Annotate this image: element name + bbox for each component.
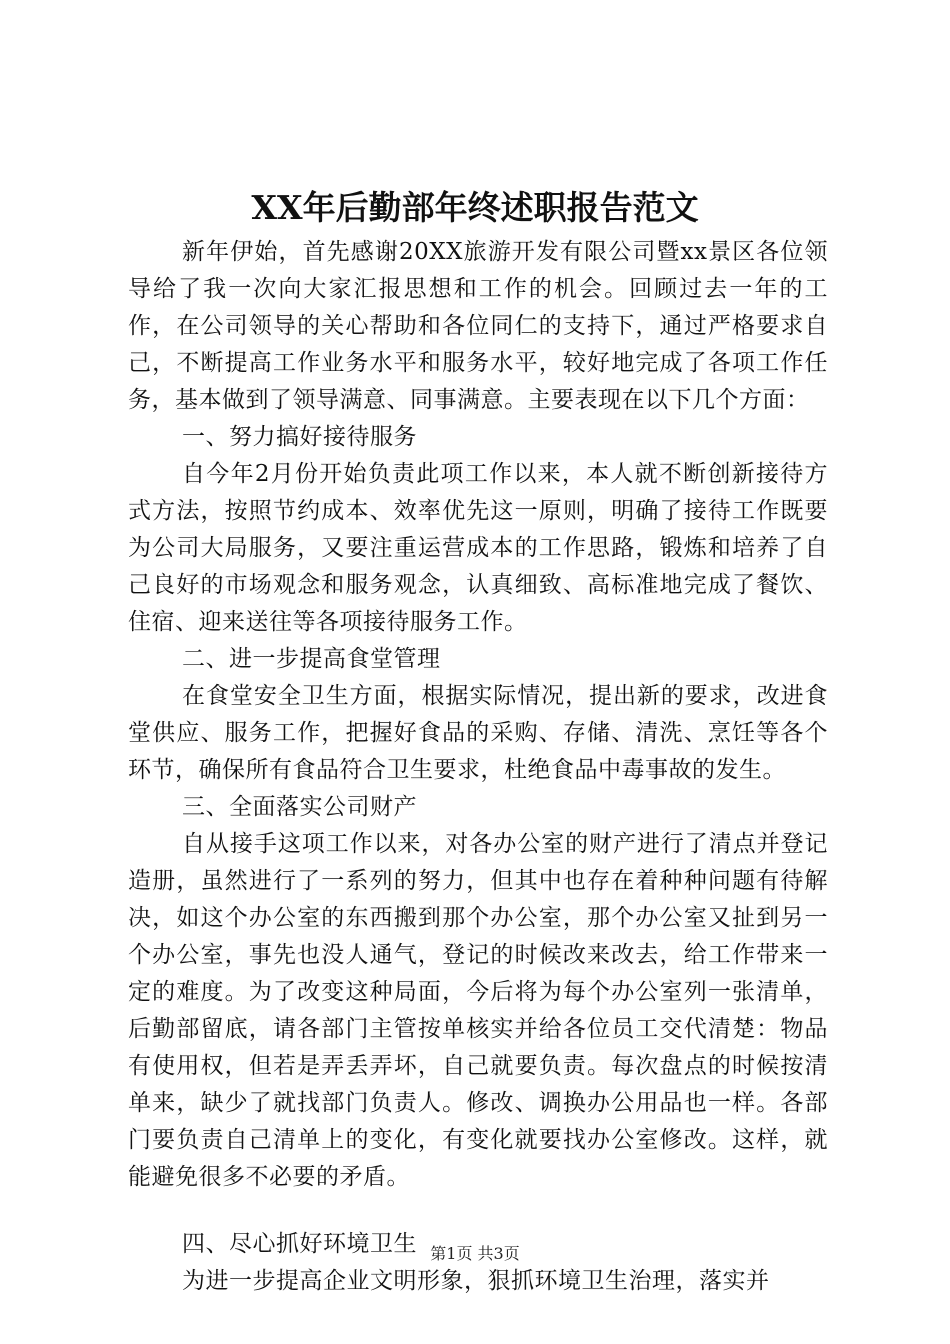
paragraph-spacer <box>128 1196 828 1226</box>
section-heading-3: 三、全面落实公司财产 <box>182 794 418 820</box>
document-title: XX年后勤部年终述职报告范文 <box>251 188 699 227</box>
section-heading-2: 二、进一步提高食堂管理 <box>182 646 441 672</box>
paragraph-canteen: 在食堂安全卫生方面，根据实际情况，提出新的要求，改进食堂供应、服务工作，把握好食品的采购、存储、清洗、烹饪等各个环节，确保所有食品符合卫生要求，杜绝食品中毒事故的发生。 <box>128 683 828 783</box>
page-footer: 第1页 共3页 <box>430 1244 520 1263</box>
section-heading-4: 四、尽心抓好环境卫生 <box>182 1231 418 1257</box>
section-heading-1: 一、努力搞好接待服务 <box>182 424 418 450</box>
paragraph-intro: 新年伊始，首先感谢20XX旅游开发有限公司暨xx景区各位领导给了我一次向大家汇报思想和工作的机会。回顾过去一年的工作，在公司领导的关心帮助和各位同仁的支持下，通过严格要求自己，不断提高工作业务水平和服务水平，较好地完成了各项工作任务，基本做到了领导满意、同事满意。主要表现在以下几个方面： <box>128 239 828 413</box>
paragraph-reception: 自今年2月份开始负责此项工作以来，本人就不断创新接待方式方法，按照节约成本、效率优先这一原则，明确了接待工作既要为公司大局服务，又要注重运营成本的工作思路，锻炼和培养了自己良好的市场观念和服务观念，认真细致、高标准地完成了餐饮、住宿、迎来送往等各项接待服务工作。 <box>128 461 828 635</box>
paragraph-environment: 为进一步提高企业文明形象，狠抓环境卫生治理，落实并 <box>182 1268 770 1294</box>
document-body <box>128 234 828 1300</box>
paragraph-property: 自从接手这项工作以来，对各办公室的财产进行了清点并登记造册，虽然进行了一系列的努力，但其中也存在着种种问题有待解决，如这个办公室的东西搬到那个办公室，那个办公室又扯到另一个办公室，事先也没人通气，登记的时候改来改去，给工作带来一定的难度。为了改变这种局面，今后将为每个办公室列一张清单，后勤部留底，请各部门主管按单核实并给各位员工交代清楚：物品有使用权，但若是弄丢弄坏，自己就要负责。每次盘点的时候按清单来，缺少了就找部门负责人。修改、调换办公用品也一样。各部门要负责自己清单上的变化，有变化就要找办公室修改。这样，就能避免很多不必要的矛盾。 <box>128 831 828 1190</box>
